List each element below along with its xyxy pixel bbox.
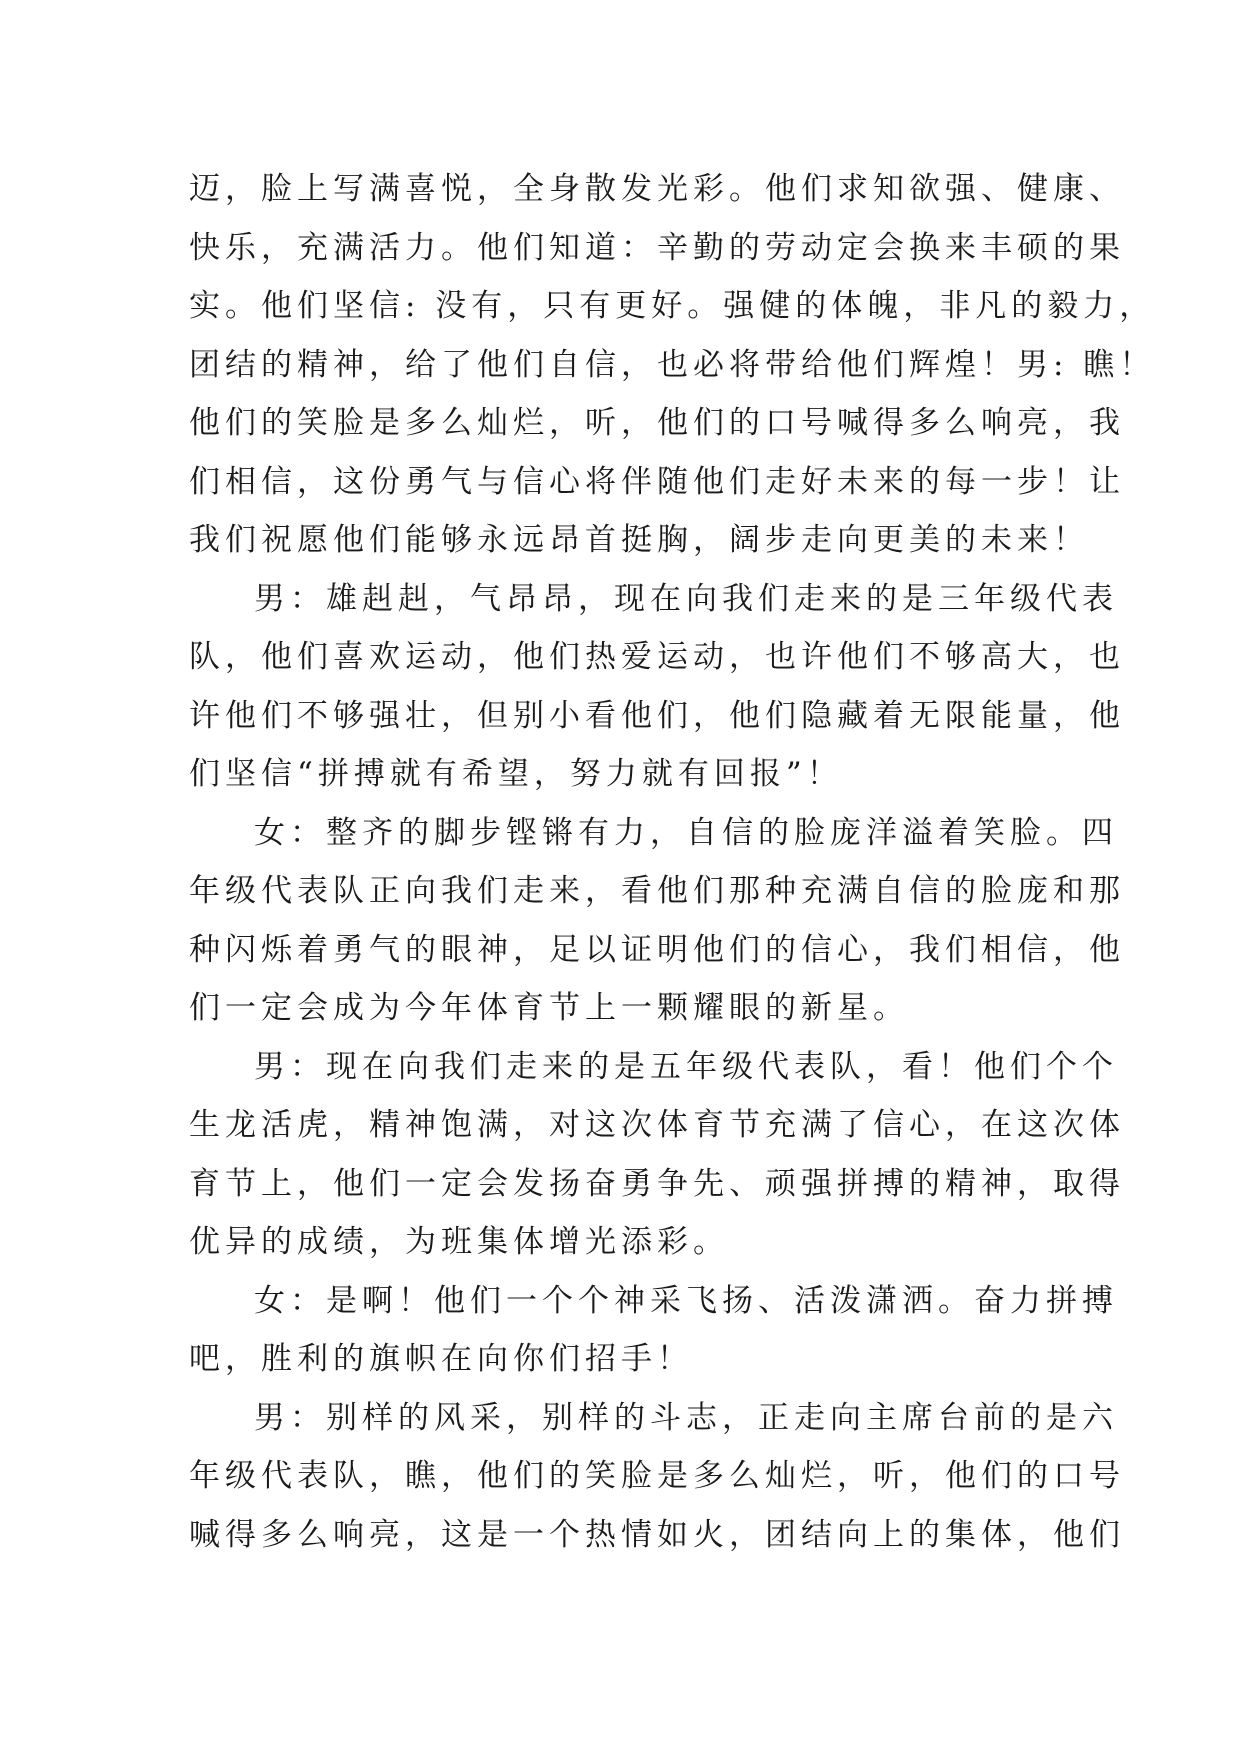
text-line: 我们祝愿他们能够永远昂首挺胸，阔步走向更美的未来！ [189,522,1089,558]
text-line: 许他们不够强壮，但别小看他们，他们隐藏着无限能量，他 [189,697,1125,734]
text-line: 们坚信“拼搏就有希望，努力就有回报”！ [189,756,843,792]
text-line: 快乐，充满活力。他们知道：辛勤的劳动定会换来丰硕的果 [189,229,1125,266]
text-line: 迈，脸上写满喜悦，全身散发光彩。他们求知欲强、健康、 [189,171,1125,207]
text-line: 年级代表队正向我们走来，看他们那种充满自信的脸庞和那 [189,873,1125,909]
text-line: 男：雄赳赳，气昂昂，现在向我们走来的是三年级代表 [254,580,1118,617]
text-line: 实。他们坚信: 没有，只有更好。强健的体魄，非凡的毅力， [189,288,1156,324]
text-line: 们一定会成为今年体育节上一颗耀眼的新星。 [189,990,909,1026]
document-body [189,160,1156,1564]
text-line: 吧，胜利的旗帜在向你们招手！ [189,1341,693,1377]
text-line: 他们的笑脸是多么灿烂，听，他们的口号喊得多么响亮，我 [189,405,1125,441]
text-line: 喊得多么响亮，这是一个热情如火，团结向上的集体，他们 [189,1516,1125,1553]
text-line: 团结的精神，给了他们自信，也必将带给他们辉煌！男: 瞧！ [189,346,1156,383]
text-line: 育节上，他们一定会发扬奋勇争先、顽强拼搏的精神，取得 [189,1165,1125,1202]
text-line: 队，他们喜欢运动，他们热爱运动，也许他们不够高大，也 [189,639,1125,675]
text-line: 们相信，这份勇气与信心将伴随他们走好未来的每一步！让 [189,463,1125,500]
text-line: 优异的成绩，为班集体增光添彩。 [189,1224,729,1260]
text-line: 种闪烁着勇气的眼神，足以证明他们的信心，我们相信，他 [189,931,1125,968]
text-line: 女：整齐的脚步铿锵有力，自信的脸庞洋溢着笑脸。四 [254,814,1118,851]
text-line: 男：现在向我们走来的是五年级代表队，看！他们个个 [254,1048,1118,1085]
text-line: 女：是啊！他们一个个神采飞扬、活泼潇洒。奋力拼搏 [254,1282,1118,1319]
text-line: 男：别样的风采，别样的斗志，正走向主席台前的是六 [254,1399,1118,1436]
text-line: 年级代表队，瞧，他们的笑脸是多么灿烂，听，他们的口号 [189,1458,1125,1494]
text-line: 生龙活虎，精神饱满，对这次体育节充满了信心，在这次体 [189,1107,1125,1143]
